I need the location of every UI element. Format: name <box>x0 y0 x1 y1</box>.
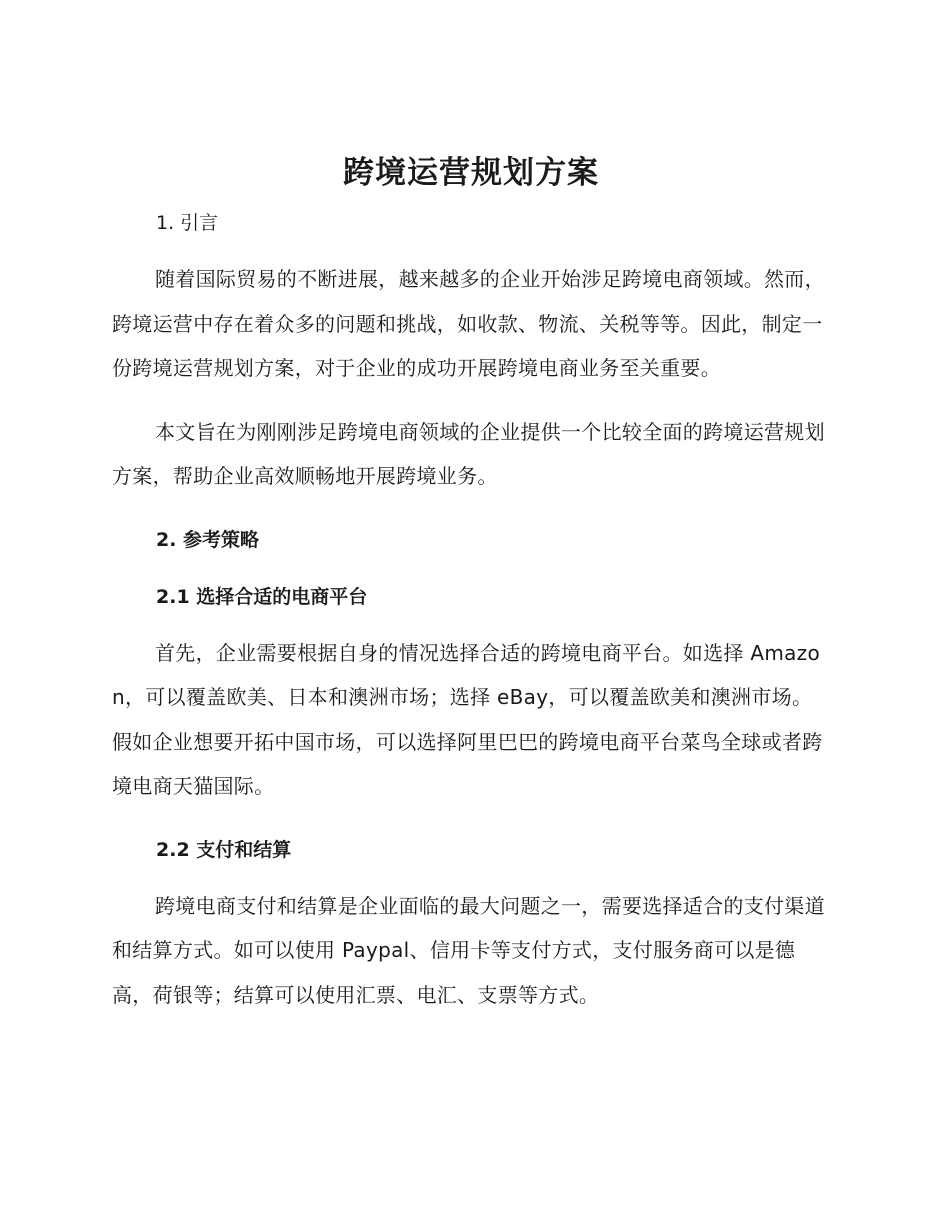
section-heading-strategy: 2. 参考策略 <box>156 528 260 551</box>
section-heading-payment: 2.2 支付和结算 <box>156 838 292 861</box>
paragraph-introduction-1: 随着国际贸易的不断进展，越来越多的企业开始涉足跨境电商领域。然而，跨境运营中存在着众多的问题和挑战，如收款、物流、关税等等。因此，制定一份跨境运营规划方案，对于企业的成功开展跨境电商业务至关重要。 <box>112 267 825 380</box>
paragraph-platform: 首先，企业需要根据自身的情况选择合适的跨境电商平台。如选择 Amazon，可以覆盖欧美、日本和澳洲市场；选择 eBay，可以覆盖欧美和澳洲市场。假如企业想要开拓中国市场，可以选择阿里巴巴的跨境电商平台菜鸟全球或者跨境电商天猫国际。 <box>112 640 823 798</box>
paragraph-introduction-2: 本文旨在为刚刚涉足跨境电商领域的企业提供一个比较全面的跨境运营规划方案，帮助企业高效顺畅地开展跨境业务。 <box>112 419 825 488</box>
paragraph-payment: 跨境电商支付和结算是企业面临的最大问题之一，需要选择适合的支付渠道和结算方式。如可以使用 Paypal、信用卡等支付方式，支付服务商可以是德高，荷银等；结算可以使用汇票、电汇、支票等方式。 <box>112 893 825 1007</box>
section-heading-introduction: 1. 引言 <box>156 212 219 234</box>
document-title: 跨境运营规划方案 <box>343 155 599 191</box>
section-heading-platform: 2.1 选择合适的电商平台 <box>156 585 368 608</box>
